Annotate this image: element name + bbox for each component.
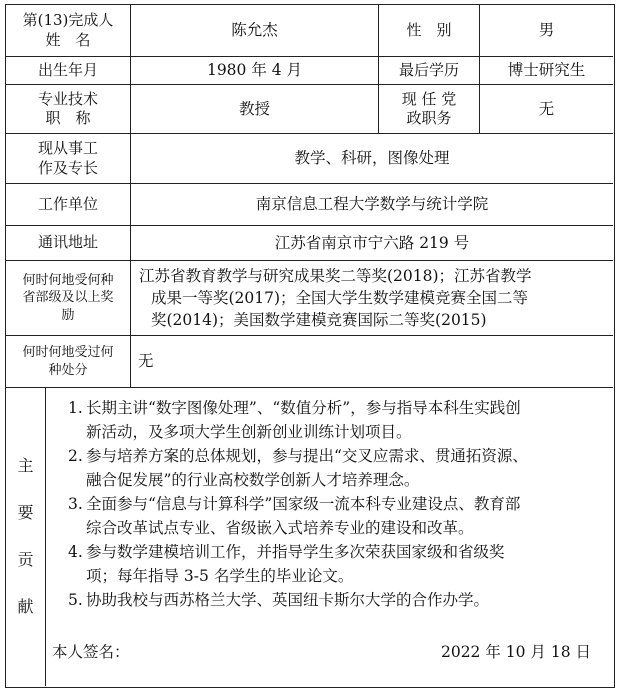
awards-label-line-1: 何时何地受何种 (22, 272, 114, 288)
contribution-line: 参与培养方案的总体规划，参与提出“交叉应需求、贯通拓资源、 (86, 447, 528, 465)
awards-label-line-2: 省部级及以上奖 (22, 290, 114, 306)
signature-label: 本人签名： (52, 643, 130, 661)
address-value: 江苏省南京市宁六路 219 号 (131, 226, 613, 261)
contribution-label-char-2: 要 (17, 503, 34, 523)
contribution-list (68, 396, 608, 612)
awards-label-line-3: 励 (61, 307, 75, 323)
name-value: 陈允杰 (131, 5, 379, 57)
contribution-label-char-3: 贡 (17, 550, 34, 569)
contribution-line: 长期主讲“数字图像处理”、“数值分析”，参与指导本科生实践创 (86, 399, 521, 417)
gender-value: 男 (480, 5, 613, 57)
title-label-line-1: 专业技术 (37, 89, 98, 108)
contribution-line: 参与数学建模培训工作，并指导学生多次荣获国家级和省级奖 (86, 543, 505, 561)
unit-label: 工作单位 (6, 184, 131, 226)
awards-line-3: 奖(2014)；美国数学建模竞赛国际二等奖(2015) (151, 311, 487, 329)
awards-line-2: 成果一等奖(2017)；全国大学生数学建模竞赛全国二等 (151, 289, 529, 307)
birth-label: 出生年月 (6, 57, 131, 85)
gender-label: 性 别 (379, 5, 480, 57)
address-label: 通讯地址 (6, 226, 131, 261)
title-value: 教授 (131, 85, 379, 134)
party-label-line-1: 现 任 党 (401, 89, 457, 108)
contribution-body (46, 388, 613, 686)
contribution-num: 5. (68, 591, 83, 609)
contribution-label-char-1: 主 (17, 456, 34, 476)
party-value: 无 (480, 85, 613, 134)
signature-date: 2022 年 10 月 18 日 (440, 643, 591, 661)
contribution-line: 融合促发展”的行业高校数学创新人才培养理念。 (86, 471, 420, 489)
punish-label-line-1: 何时何地受过何 (22, 344, 114, 360)
contribution-line: 全面参与“信息与计算科学”国家级一流本科专业建设点、教育部 (86, 495, 521, 513)
punish-label-line-2: 种处分 (48, 362, 88, 378)
awards-value (131, 261, 613, 336)
unit-value: 南京信息工程大学数学与统计学院 (131, 184, 613, 226)
contribution-num: 1. (68, 399, 83, 417)
contribution-num: 4. (68, 543, 83, 561)
title-label-line-2: 职 称 (45, 109, 91, 127)
education-value: 博士研究生 (480, 57, 613, 85)
awards-line-1: 江苏省教育教学与研究成果奖二等奖(2018)；江苏省教学 (139, 267, 532, 285)
birth-value: 1980 年 4 月 (131, 57, 379, 85)
contribution-num: 3. (68, 495, 83, 513)
contribution-label-char-4: 献 (17, 596, 34, 616)
punish-value: 无 (131, 336, 613, 388)
awards-label (6, 261, 131, 336)
name-label-line-2: 姓 名 (45, 30, 91, 49)
name-label-line-1: 第(13)完成人 (22, 11, 114, 29)
contribution-item (68, 588, 608, 612)
work-label-line-1: 现从事工 (37, 139, 98, 157)
work-value: 教学、科研，图像处理 (131, 134, 613, 184)
contribution-line: 新活动，及多项大学生创新创业训练计划项目。 (86, 423, 412, 441)
contribution-line: 项；每年指导 3-5 名学生的毕业论文。 (86, 567, 354, 585)
punish-label (6, 336, 131, 388)
work-label (6, 134, 131, 184)
contribution-item (68, 540, 608, 588)
contribution-item (68, 444, 608, 492)
contribution-num: 2. (68, 447, 83, 465)
contribution-item (68, 396, 608, 444)
contribution-item (68, 492, 608, 540)
title-label (6, 85, 131, 134)
contribution-line: 综合改革试点专业、省级嵌入式培养专业的建设和改革。 (86, 519, 474, 537)
contribution-label (6, 388, 46, 686)
name-label (6, 5, 131, 57)
party-label (379, 85, 480, 134)
party-label-line-2: 政职务 (406, 109, 452, 127)
contribution-line: 协助我校与西苏格兰大学、英国纽卡斯尔大学的合作办学。 (86, 591, 490, 609)
education-label: 最后学历 (379, 57, 480, 85)
work-label-line-2: 作及专长 (37, 158, 98, 177)
